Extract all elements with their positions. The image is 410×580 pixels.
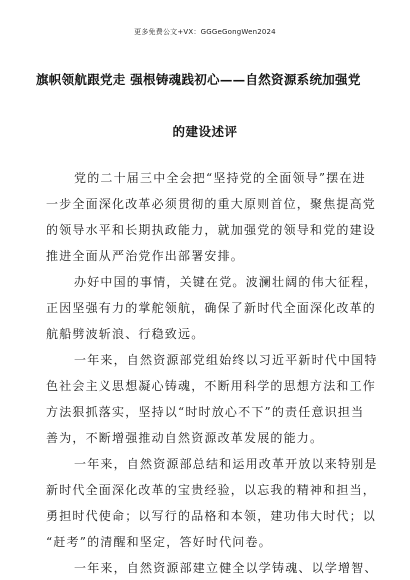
header-note: 更多免费公文+VX：GGGeGongWen2024 [134, 28, 276, 36]
body-line: 勇担时代使命；以写行的品格和本领，建功伟大时代；以 [46, 509, 377, 523]
document-title-line-1: 旗帜领航跟党走 强根铸魂践初心——自然资源系统加强党 [36, 72, 361, 87]
body-line: 航船劈波斩浪、行稳致远。 [46, 327, 205, 341]
body-line: 一年来，自然资源部总结和运用改革开放以来特别是 [74, 457, 378, 471]
body-line: 色社会主义思想凝心铸魂，不断用科学的思想方法和工作 [46, 379, 377, 393]
body-line: 一年来，自然资源部建立健全以学铸魂、以学增智、 [74, 561, 378, 575]
body-line: 办好中国的事情，关键在党。波澜壮阔的伟大征程， [74, 275, 378, 289]
body-line: 推进全面从严治党作出部署安排。 [46, 249, 245, 263]
body-line: 一步全面深化改革必须贯彻的重大原则首位，聚焦提高党 [46, 197, 377, 211]
body-line: 新时代全面深化改革的宝贵经验，以忘我的精神和担当， [46, 483, 377, 497]
body-line: “赶考”的清醒和坚定，答好时代问卷。 [46, 535, 272, 549]
body-line: 善为，不断增强推动自然资源改革发展的能力。 [46, 431, 324, 445]
body-line: 一年来，自然资源部党组始终以习近平新时代中国特 [74, 353, 378, 367]
body-line: 方法狠抓落实，坚持以“时时放心不下”的责任意识担当 [46, 405, 365, 419]
body-line: 正因坚强有力的掌舵领航，确保了新时代全面深化改革的 [46, 301, 377, 315]
body-line: 党的二十届三中全会把“坚持党的全面领导”摆在进 [74, 171, 366, 185]
body-line: 的领导水平和长期执政能力，就加强党的领导和党的建设 [46, 223, 377, 237]
document-title-line-2: 的建设述评 [172, 124, 238, 139]
